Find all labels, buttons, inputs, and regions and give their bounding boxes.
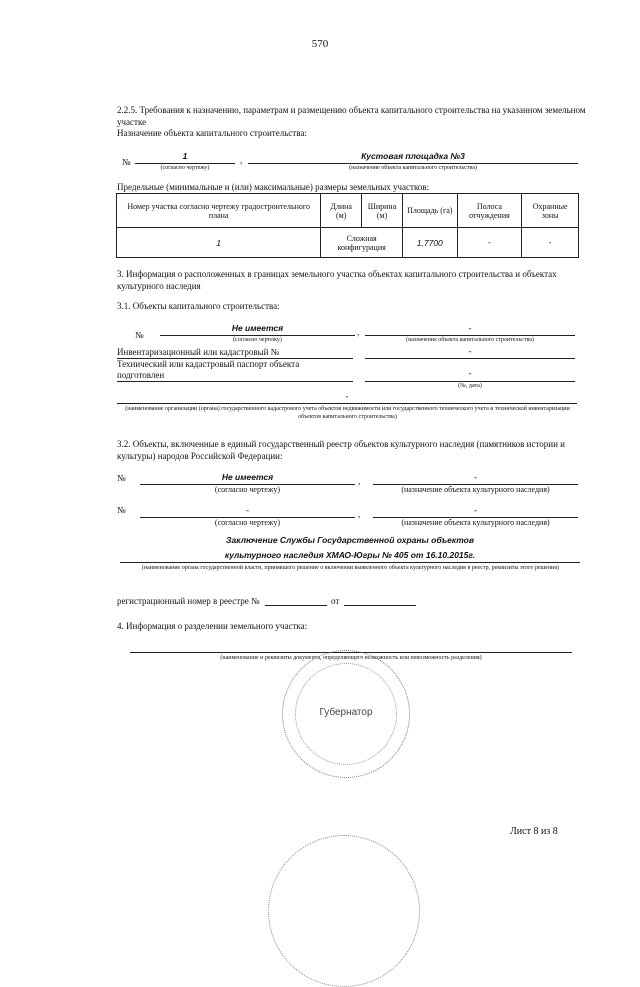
heritage-name-value-2: -	[474, 505, 477, 515]
comma: ,	[357, 327, 360, 337]
section-4-caption: (наименование и реквизиты документа, определяющего возможность или невозможность разделения)	[220, 655, 482, 661]
date-caption: (№, дата)	[458, 383, 482, 389]
plot-number-caption: (согласно чертежу)	[160, 165, 210, 171]
heritage-number-caption-2: (согласно чертежу)	[214, 518, 281, 527]
conclusion-line-2: культурного наследия ХМАО-Югры № 405 от 16.10.2015г.	[224, 550, 476, 560]
table-header-row	[117, 194, 579, 228]
table-cell: 1,7700	[402, 228, 457, 258]
registry-number-line	[265, 605, 327, 606]
object-name-caption: (назначение объекта капитального строительства)	[349, 165, 477, 171]
seal-text: Губернатор	[319, 707, 373, 718]
plot-dimensions-table	[116, 193, 579, 258]
passport-label-line	[117, 381, 353, 382]
table-cell: 1	[117, 228, 321, 258]
bottom-seal-stamp	[268, 835, 420, 987]
registry-date-line	[344, 605, 416, 606]
passport-label: Технический или кадастровый паспорт объекта подготовлен	[117, 359, 300, 380]
table-header: Длина (м)	[321, 194, 362, 228]
heritage-number-value-2: -	[246, 505, 249, 515]
object-name-line	[248, 163, 578, 164]
conclusion-line	[120, 562, 580, 563]
registry-from: от	[331, 596, 340, 606]
table-header: Площадь (га)	[402, 194, 457, 228]
table-cell: -	[522, 228, 579, 258]
number-sign: №	[135, 330, 144, 340]
org-value: -	[345, 391, 349, 401]
comma: ,	[358, 476, 361, 486]
heritage-number-value: Не имеется	[221, 472, 274, 482]
seal-stamp	[282, 650, 410, 778]
registry-label: регистрационный номер в реестре №	[117, 596, 260, 606]
org-line	[117, 403, 577, 404]
inventory-label: Инвентаризационный или кадастровый №	[117, 347, 280, 357]
table-header: Ширина (м)	[362, 194, 403, 228]
page-number: 570	[311, 38, 329, 50]
cap-object-number-value: Не имеется	[231, 323, 284, 333]
heritage-name-caption: (назначение объекта культурного наследия)	[401, 485, 550, 494]
section-31-heading: 3.1. Объекты капитального строительства:	[117, 301, 280, 311]
heritage-name-value: -	[474, 472, 477, 482]
table-cell: -	[457, 228, 522, 258]
cap-object-number-caption: (согласно чертежу)	[233, 337, 282, 343]
purpose-label: Назначение объекта капитального строительства:	[117, 128, 307, 138]
number-sign: №	[122, 157, 131, 167]
cap-object-number-line	[160, 335, 355, 336]
comma: ,	[240, 155, 243, 165]
table-header: Номер участка согласно чертежу градостроительного плана	[117, 194, 321, 228]
sheet-number: Лист 8 из 8	[510, 826, 558, 837]
plot-number-value: 1	[182, 151, 188, 161]
limits-label: Предельные (минимальные и (или) максимальные) размеры земельных участков:	[117, 182, 430, 192]
passport-value-line	[365, 381, 575, 382]
section-32-heading: 3.2. Объекты, включенные в единый государственный реестр объектов культурного наследия (памятников истории и культуры) народов Российской Федерации:	[117, 439, 565, 461]
org-caption: (наименование организации (органа) государственного кадастрового учета объектов недвижимости или государственного технического учета и технической инвентаризации объектов капитального строительства)	[125, 406, 570, 420]
section-3-heading: 3. Информация о расположенных в границах земельного участка объектах капитального строительства и объектах культурного наследия	[117, 269, 557, 291]
object-name-value: Кустовая площадка №3	[361, 151, 465, 161]
section-225-heading: 2.2.5. Требования к назначению, параметрам и размещению объекта капитального строительства на указанном земельном участке	[117, 105, 586, 127]
passport-value: -	[468, 368, 472, 378]
heritage-number-caption: (согласно чертежу)	[214, 485, 281, 494]
cap-object-name-value: -	[468, 323, 472, 333]
section-4-heading: 4. Информация о разделении земельного участка:	[117, 621, 308, 631]
inventory-value: -	[468, 346, 472, 356]
heritage-name-caption-2: (назначение объекта культурного наследия)	[401, 518, 550, 527]
plot-number-line	[135, 163, 235, 164]
table-cell: Сложная конфигурация	[321, 228, 403, 258]
table-row	[117, 228, 579, 258]
inventory-value-line	[365, 358, 575, 359]
conclusion-caption: (наименование органа государственной власти, принявшего решение о включении выявленного объекта культурного наследия в реестр, реквизиты этого решения)	[141, 565, 560, 571]
table-header: Полоса отчуждения	[457, 194, 522, 228]
cap-object-name-caption: (назначение объекта капитального строительства)	[406, 337, 534, 343]
number-sign: №	[117, 473, 126, 483]
table-header: Охранные зоны	[522, 194, 579, 228]
number-sign: №	[117, 505, 126, 515]
conclusion-line-1: Заключение Службы Государственной охраны объектов	[226, 535, 474, 545]
cap-object-name-line	[365, 335, 575, 336]
comma: ,	[358, 509, 361, 519]
